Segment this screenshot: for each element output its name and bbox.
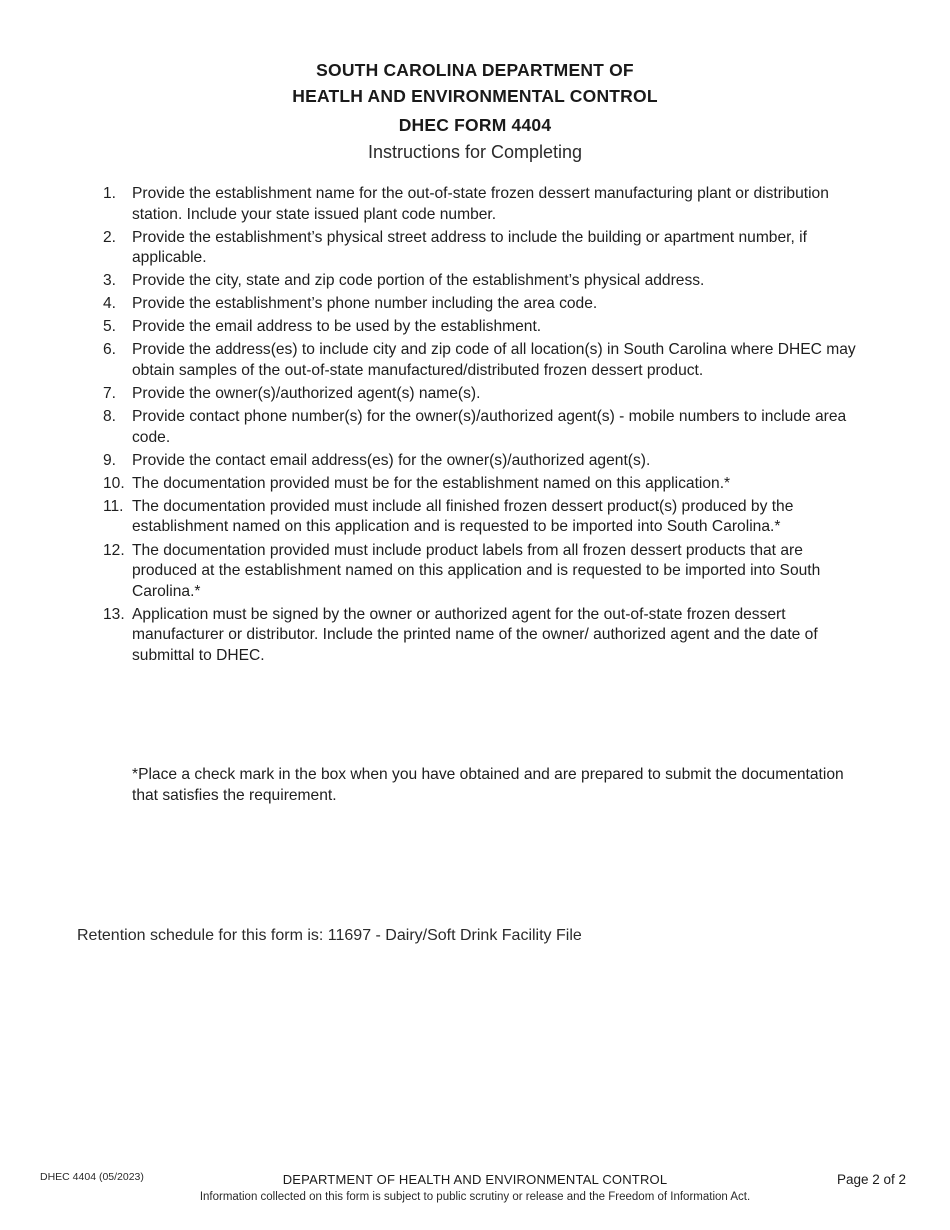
item-text: The documentation provided must include product labels from all frozen dessert products that are produced at the establishment named on this application and is requested to be imported into South Carolina.* bbox=[132, 541, 821, 600]
form-subtitle: Instructions for Completing bbox=[367, 142, 583, 162]
item-number: 12. bbox=[103, 541, 125, 559]
list-item bbox=[103, 384, 868, 405]
list-item bbox=[103, 407, 868, 448]
form-id: DHEC 4404 (05/2023) bbox=[40, 1171, 144, 1183]
item-text: The documentation provided must include all finished frozen dessert product(s) produced by the establishment named on this application and is requested to be imported into South Carolina.* bbox=[132, 497, 794, 536]
footer-department: DEPARTMENT OF HEALTH AND ENVIRONMENTAL CONTROL bbox=[282, 1172, 668, 1187]
item-number: 11. bbox=[103, 497, 124, 515]
list-item bbox=[103, 340, 868, 381]
agency-name-line2: HEATLH AND ENVIRONMENTAL CONTROL bbox=[292, 86, 658, 106]
list-item bbox=[103, 541, 868, 603]
retention-schedule: Retention schedule for this form is: 11697 - Dairy/Soft Drink Facility File bbox=[77, 927, 582, 944]
item-number: 1. bbox=[103, 185, 117, 202]
list-item bbox=[103, 228, 868, 269]
list-item bbox=[103, 451, 868, 472]
item-text: Provide the establishment’s phone number including the area code. bbox=[132, 295, 598, 313]
item-number: 2. bbox=[103, 228, 117, 246]
item-number: 4. bbox=[103, 295, 117, 313]
page-number: Page 2 of 2 bbox=[836, 1172, 906, 1187]
list-item bbox=[103, 497, 868, 538]
list-item bbox=[103, 474, 868, 495]
item-text: Provide the contact email address(es) for the owner(s)/authorized agent(s). bbox=[132, 451, 651, 469]
item-text: The documentation provided must be for the establishment named on this application.* bbox=[132, 474, 731, 492]
item-text: Provide the owner(s)/authorized agent(s) name(s). bbox=[132, 385, 481, 403]
item-text: Provide contact phone number(s) for the owner(s)/authorized agent(s) - mobile numbers to include area code. bbox=[132, 408, 847, 446]
item-number: 8. bbox=[103, 408, 117, 426]
item-text: Provide the establishment’s physical street address to include the building or apartment number, if applicable. bbox=[132, 228, 807, 267]
item-text: Provide the address(es) to include city and zip code of all location(s) in South Carolina where DHEC may obtain samples of the out-of-state manufactured/distributed frozen dessert product. bbox=[132, 341, 856, 379]
item-number: 9. bbox=[103, 451, 117, 469]
item-number: 3. bbox=[103, 272, 117, 290]
list-item bbox=[103, 271, 868, 292]
list-item bbox=[103, 317, 868, 338]
form-title: DHEC FORM 4404 bbox=[398, 115, 552, 135]
list-item bbox=[103, 605, 868, 667]
agency-name-line1: SOUTH CAROLINA DEPARTMENT OF bbox=[316, 60, 634, 80]
list-item bbox=[103, 294, 868, 315]
item-number: 7. bbox=[103, 385, 117, 403]
item-text: Provide the email address to be used by the establishment. bbox=[132, 318, 542, 336]
item-number: 6. bbox=[103, 341, 117, 359]
item-text: Application must be signed by the owner or authorized agent for the out-of-state frozen dessert manufacturer or distributor. Include the printed name of the owner/ authorized agent and the date of submittal to DHEC. bbox=[132, 605, 818, 664]
item-number: 13. bbox=[103, 605, 125, 623]
item-text: Provide the establishment name for the out-of-state frozen dessert manufacturing plant or distribution station. Include your state issued plant code number. bbox=[132, 185, 829, 223]
item-number: 10. bbox=[103, 474, 125, 492]
item-text: Provide the city, state and zip code portion of the establishment’s physical address. bbox=[132, 272, 705, 290]
list-item bbox=[103, 184, 868, 225]
foia-disclaimer: Information collected on this form is subject to public scrutiny or release and the Freedom of Information Act. bbox=[199, 1191, 751, 1203]
item-number: 5. bbox=[103, 318, 117, 336]
checkmark-note: *Place a check mark in the box when you have obtained and are prepared to submit the documentation that satisfies the requirement. bbox=[132, 766, 844, 804]
instructions-list bbox=[103, 184, 868, 669]
